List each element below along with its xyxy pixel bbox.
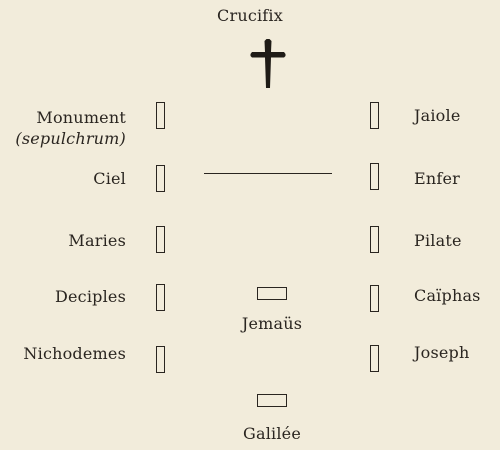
- label-caiphas: Caïphas: [414, 286, 481, 305]
- crucifix-label: Crucifix: [217, 6, 283, 25]
- box-galilee: [257, 394, 287, 407]
- label-jaiole: Jaiole: [414, 106, 461, 125]
- box-nichodemes: [156, 346, 165, 373]
- box-deciples: [156, 284, 165, 311]
- label-maries: Maries: [68, 231, 126, 250]
- label-jemaus: Jemaüs: [241, 314, 303, 333]
- box-maries: [156, 226, 165, 253]
- box-jaiole: [370, 102, 379, 129]
- box-joseph: [370, 345, 379, 372]
- box-ciel: [156, 165, 165, 192]
- label-joseph: Joseph: [414, 343, 470, 362]
- label-ciel: Ciel: [93, 169, 126, 188]
- box-jemaus: [257, 287, 287, 300]
- label-monument-sub: (sepulchrum): [15, 129, 126, 148]
- label-nichodemes: Nichodemes: [23, 344, 126, 363]
- cross-icon: [248, 38, 288, 90]
- box-monument: [156, 102, 165, 129]
- label-pilate: Pilate: [414, 231, 462, 250]
- divider-line: [204, 173, 332, 174]
- label-enfer: Enfer: [414, 169, 461, 188]
- box-caiphas: [370, 285, 379, 312]
- box-enfer: [370, 163, 379, 190]
- label-monument: Monument: [36, 108, 126, 127]
- label-deciples: Deciples: [54, 287, 126, 306]
- box-pilate: [370, 226, 379, 253]
- label-galilee: Galilée: [242, 424, 301, 443]
